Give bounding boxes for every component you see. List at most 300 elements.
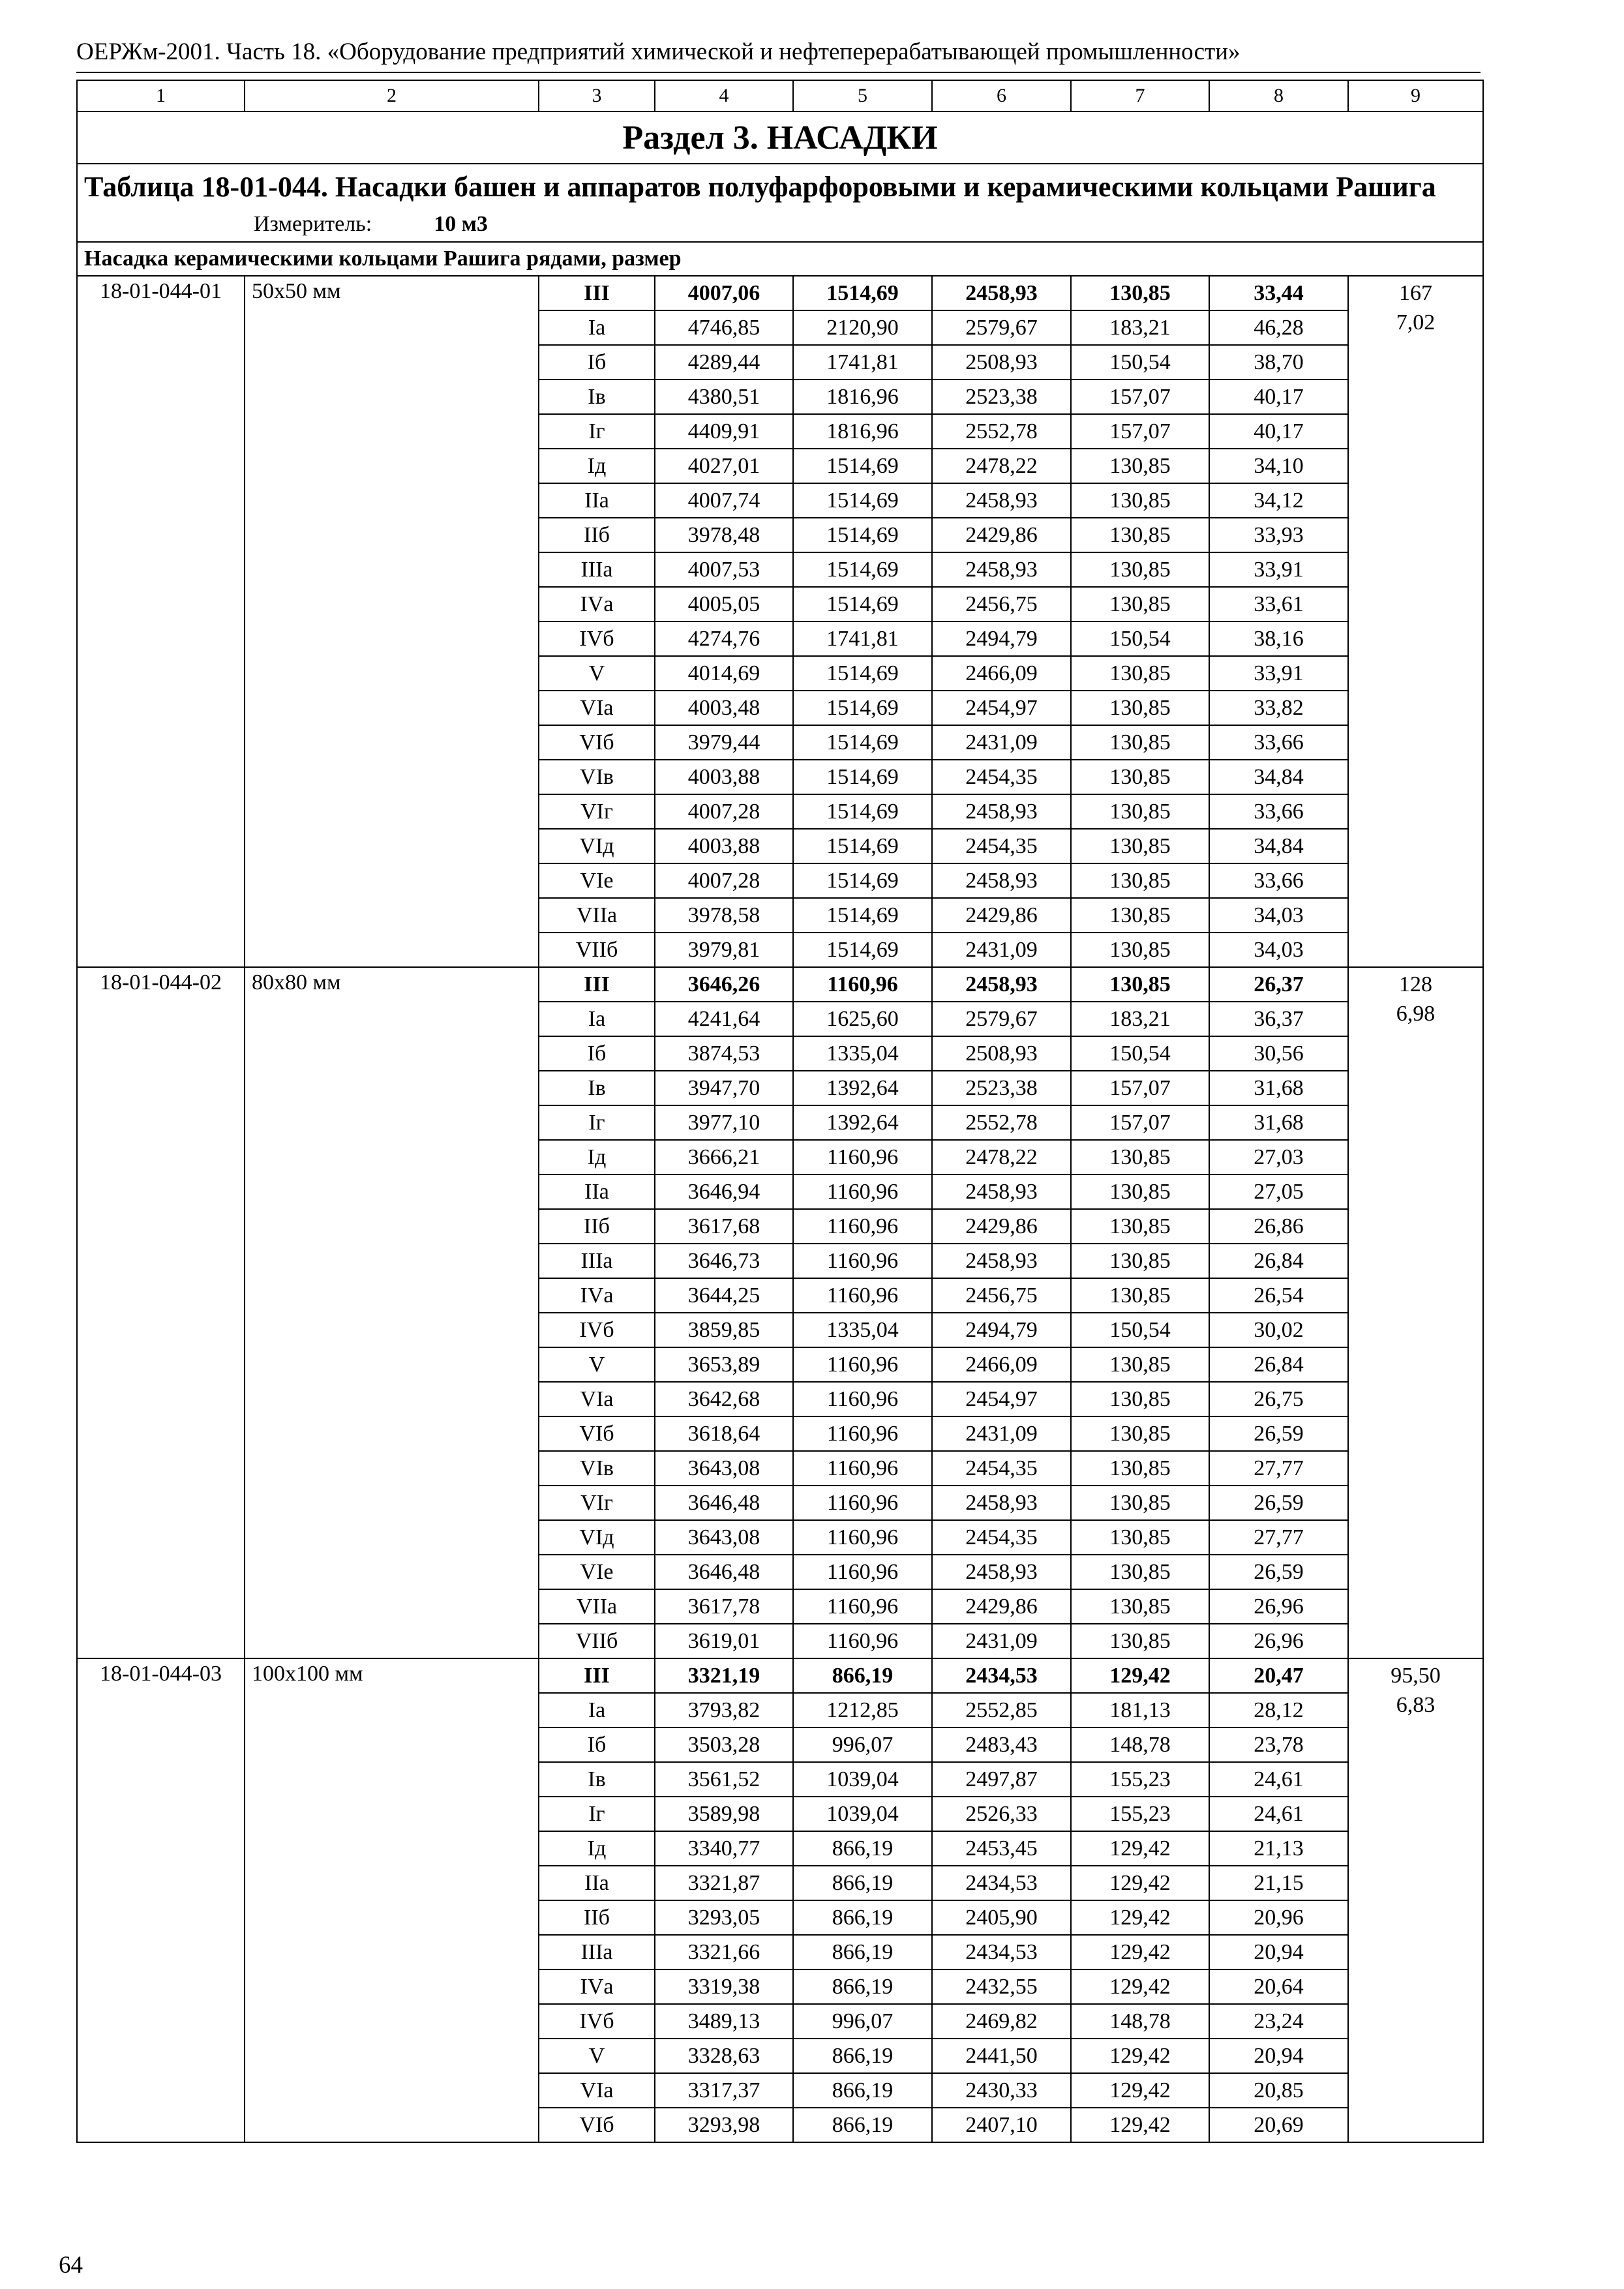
cost-value: 3979,81 <box>655 933 793 967</box>
cost-value: 3619,01 <box>655 1624 793 1658</box>
cost-value: 2454,35 <box>932 1451 1071 1486</box>
cost-value: 27,03 <box>1209 1140 1348 1174</box>
cost-value: 3561,52 <box>655 1762 793 1797</box>
cost-value: 1039,04 <box>793 1797 932 1831</box>
cost-value: 129,42 <box>1071 1831 1209 1866</box>
cost-value: 4746,85 <box>655 310 793 345</box>
table-row <box>77 967 1483 1002</box>
zone-code: VIд <box>539 829 655 863</box>
norm-code: 18-01-044-01 <box>77 276 245 967</box>
cost-value: 26,37 <box>1209 967 1348 1002</box>
zone-code: Iг <box>539 414 655 449</box>
cost-value: 2432,55 <box>932 1969 1071 2004</box>
table-subheading: Насадка керамическими кольцами Рашига рядами, размер <box>77 242 1483 276</box>
cost-value: 2429,86 <box>932 518 1071 552</box>
cost-value: 38,70 <box>1209 345 1348 380</box>
cost-value: 2429,86 <box>932 898 1071 933</box>
cost-value: 2458,93 <box>932 1244 1071 1278</box>
cost-value: 4289,44 <box>655 345 793 380</box>
cost-value: 2458,93 <box>932 552 1071 587</box>
cost-value: 2579,67 <box>932 1002 1071 1036</box>
cost-value: 1160,96 <box>793 1244 932 1278</box>
cost-value: 26,84 <box>1209 1244 1348 1278</box>
zone-code: IVа <box>539 1278 655 1313</box>
cost-value: 2120,90 <box>793 310 932 345</box>
zone-code: Iб <box>539 1036 655 1071</box>
cost-value: 866,19 <box>793 1935 932 1969</box>
cost-value: 1514,69 <box>793 276 932 310</box>
cost-value: 129,42 <box>1071 1866 1209 1900</box>
zone-code: VIд <box>539 1520 655 1555</box>
cost-value: 21,13 <box>1209 1831 1348 1866</box>
cost-value: 4007,28 <box>655 863 793 898</box>
cost-value: 4007,28 <box>655 794 793 829</box>
cost-value: 1514,69 <box>793 518 932 552</box>
cost-value: 130,85 <box>1071 829 1209 863</box>
cost-value: 1160,96 <box>793 1174 932 1209</box>
cost-value: 866,19 <box>793 2108 932 2142</box>
zone-code: VIе <box>539 863 655 898</box>
norm-name: 80х80 мм <box>245 967 539 1658</box>
zone-code: Iг <box>539 1797 655 1831</box>
cost-value: 20,85 <box>1209 2073 1348 2108</box>
cost-value: 2494,79 <box>932 1313 1071 1347</box>
document-header: ОЕРЖм-2001. Часть 18. «Оборудование предприятий химической и нефтеперерабатывающей промышленности» <box>76 38 1241 65</box>
cost-value: 3643,08 <box>655 1451 793 1486</box>
column-number: 4 <box>655 80 793 112</box>
column-number: 2 <box>245 80 539 112</box>
cost-value: 3646,48 <box>655 1555 793 1589</box>
cost-value: 4007,53 <box>655 552 793 587</box>
cost-value: 129,42 <box>1071 2039 1209 2073</box>
cost-value: 33,66 <box>1209 794 1348 829</box>
cost-value: 129,42 <box>1071 2108 1209 2142</box>
cost-value: 2552,78 <box>932 1105 1071 1140</box>
zone-code: Iа <box>539 1693 655 1728</box>
cost-value: 130,85 <box>1071 656 1209 691</box>
cost-value: 20,96 <box>1209 1900 1348 1935</box>
cost-value: 27,05 <box>1209 1174 1348 1209</box>
measure-line <box>77 209 1483 242</box>
cost-value: 3321,87 <box>655 1866 793 1900</box>
cost-value: 2456,75 <box>932 1278 1071 1313</box>
cost-value: 130,85 <box>1071 483 1209 518</box>
cost-value: 1335,04 <box>793 1036 932 1071</box>
zone-code: VIг <box>539 794 655 829</box>
cost-value: 130,85 <box>1071 1520 1209 1555</box>
cost-value: 1514,69 <box>793 691 932 725</box>
cost-value: 33,91 <box>1209 656 1348 691</box>
cost-value: 157,07 <box>1071 1105 1209 1140</box>
cost-value: 30,56 <box>1209 1036 1348 1071</box>
cost-value: 148,78 <box>1071 1728 1209 1762</box>
cost-value: 3947,70 <box>655 1071 793 1105</box>
cost-value: 183,21 <box>1071 310 1209 345</box>
extra-value: 6,83 <box>1348 1693 1483 2142</box>
cost-value: 2431,09 <box>932 1416 1071 1451</box>
zone-code: VIIа <box>539 1589 655 1624</box>
cost-value: 34,12 <box>1209 483 1348 518</box>
cost-value: 2579,67 <box>932 310 1071 345</box>
cost-value: 2454,35 <box>932 760 1071 794</box>
cost-value: 3646,73 <box>655 1244 793 1278</box>
cost-value: 3646,94 <box>655 1174 793 1209</box>
zone-code: III <box>539 276 655 310</box>
cost-value: 24,61 <box>1209 1797 1348 1831</box>
cost-value: 3317,37 <box>655 2073 793 2108</box>
cost-value: 130,85 <box>1071 863 1209 898</box>
cost-value: 155,23 <box>1071 1797 1209 1831</box>
zone-code: IIа <box>539 1174 655 1209</box>
cost-value: 2429,86 <box>932 1589 1071 1624</box>
cost-value: 2431,09 <box>932 725 1071 760</box>
extra-value: 128 <box>1348 967 1483 1002</box>
cost-value: 3340,77 <box>655 1831 793 1866</box>
column-number: 5 <box>793 80 932 112</box>
cost-value: 2458,93 <box>932 863 1071 898</box>
cost-value: 31,68 <box>1209 1105 1348 1140</box>
cost-value: 1160,96 <box>793 1555 932 1589</box>
cost-value: 3328,63 <box>655 2039 793 2073</box>
cost-value: 40,17 <box>1209 414 1348 449</box>
cost-value: 1160,96 <box>793 1209 932 1244</box>
norms-table <box>76 80 1484 2143</box>
cost-value: 130,85 <box>1071 1347 1209 1382</box>
cost-value: 2458,93 <box>932 1486 1071 1520</box>
cost-value: 1160,96 <box>793 1416 932 1451</box>
zone-code: IIа <box>539 483 655 518</box>
extra-value: 167 <box>1348 276 1483 310</box>
cost-value: 130,85 <box>1071 1486 1209 1520</box>
zone-code: Iг <box>539 1105 655 1140</box>
cost-value: 26,54 <box>1209 1278 1348 1313</box>
cost-value: 130,85 <box>1071 1244 1209 1278</box>
cost-value: 20,94 <box>1209 2039 1348 2073</box>
measure-label: Измеритель: <box>254 212 372 236</box>
cost-value: 2454,97 <box>932 1382 1071 1416</box>
cost-value: 23,24 <box>1209 2004 1348 2039</box>
cost-value: 3979,44 <box>655 725 793 760</box>
zone-code: Iв <box>539 1071 655 1105</box>
measure-value: 10 м3 <box>434 212 488 236</box>
cost-value: 2434,53 <box>932 1935 1071 1969</box>
cost-value: 2434,53 <box>932 1658 1071 1693</box>
cost-value: 3321,66 <box>655 1935 793 1969</box>
zone-code: IIIа <box>539 1244 655 1278</box>
zone-code: Iб <box>539 1728 655 1762</box>
cost-value: 4003,88 <box>655 829 793 863</box>
cost-value: 1514,69 <box>793 449 932 483</box>
cost-value: 3321,19 <box>655 1658 793 1693</box>
cost-value: 150,54 <box>1071 1313 1209 1347</box>
cost-value: 130,85 <box>1071 1555 1209 1589</box>
cost-value: 33,61 <box>1209 587 1348 621</box>
cost-value: 4005,05 <box>655 587 793 621</box>
cost-value: 1160,96 <box>793 1382 932 1416</box>
cost-value: 3293,05 <box>655 1900 793 1935</box>
cost-value: 130,85 <box>1071 1140 1209 1174</box>
zone-code: IIIа <box>539 552 655 587</box>
zone-code: VIб <box>539 2108 655 2142</box>
cost-value: 130,85 <box>1071 1382 1209 1416</box>
zone-code: IIб <box>539 1900 655 1935</box>
cost-value: 3503,28 <box>655 1728 793 1762</box>
cost-value: 1160,96 <box>793 967 932 1002</box>
cost-value: 2526,33 <box>932 1797 1071 1831</box>
cost-value: 26,96 <box>1209 1589 1348 1624</box>
table-title: Таблица 18-01-044. Насадки башен и аппаратов полуфарфоровыми и керамическими кольцами Рашига <box>77 164 1483 209</box>
cost-value: 130,85 <box>1071 1589 1209 1624</box>
cost-value: 4003,88 <box>655 760 793 794</box>
zone-code: VIIб <box>539 933 655 967</box>
cost-value: 130,85 <box>1071 794 1209 829</box>
zone-code: IIб <box>539 518 655 552</box>
zone-code: IIIа <box>539 1935 655 1969</box>
cost-value: 4409,91 <box>655 414 793 449</box>
cost-value: 1625,60 <box>793 1002 932 1036</box>
cost-value: 1514,69 <box>793 725 932 760</box>
norm-name: 50х50 мм <box>245 276 539 967</box>
cost-value: 34,84 <box>1209 760 1348 794</box>
cost-value: 150,54 <box>1071 345 1209 380</box>
cost-value: 3643,08 <box>655 1520 793 1555</box>
cost-value: 148,78 <box>1071 2004 1209 2039</box>
cost-value: 20,64 <box>1209 1969 1348 2004</box>
zone-code: Iд <box>539 449 655 483</box>
zone-code: VIIа <box>539 898 655 933</box>
zone-code: VIа <box>539 1382 655 1416</box>
cost-value: 157,07 <box>1071 380 1209 414</box>
zone-code: V <box>539 1347 655 1382</box>
cost-value: 1160,96 <box>793 1451 932 1486</box>
cost-value: 130,85 <box>1071 1209 1209 1244</box>
cost-value: 1514,69 <box>793 933 932 967</box>
cost-value: 2458,93 <box>932 276 1071 310</box>
cost-value: 1392,64 <box>793 1105 932 1140</box>
cost-value: 36,37 <box>1209 1002 1348 1036</box>
cost-value: 26,84 <box>1209 1347 1348 1382</box>
cost-value: 2497,87 <box>932 1762 1071 1797</box>
zone-code: Iб <box>539 345 655 380</box>
zone-code: VIа <box>539 691 655 725</box>
cost-value: 3978,48 <box>655 518 793 552</box>
column-number-row <box>77 80 1483 112</box>
cost-value: 33,66 <box>1209 863 1348 898</box>
cost-value: 26,86 <box>1209 1209 1348 1244</box>
cost-value: 2552,78 <box>932 414 1071 449</box>
zone-code: IVа <box>539 587 655 621</box>
column-number: 9 <box>1348 80 1483 112</box>
cost-value: 1392,64 <box>793 1071 932 1105</box>
zone-code: VIа <box>539 2073 655 2108</box>
cost-value: 866,19 <box>793 1831 932 1866</box>
cost-value: 183,21 <box>1071 1002 1209 1036</box>
cost-value: 33,44 <box>1209 276 1348 310</box>
cost-value: 2458,93 <box>932 483 1071 518</box>
cost-value: 4380,51 <box>655 380 793 414</box>
table-row <box>77 1658 1483 1693</box>
cost-value: 129,42 <box>1071 1969 1209 2004</box>
cost-value: 130,85 <box>1071 587 1209 621</box>
cost-value: 1160,96 <box>793 1589 932 1624</box>
cost-value: 130,85 <box>1071 518 1209 552</box>
cost-value: 1212,85 <box>793 1693 932 1728</box>
cost-value: 21,15 <box>1209 1866 1348 1900</box>
cost-value: 2458,93 <box>932 794 1071 829</box>
zone-code: III <box>539 1658 655 1693</box>
cost-value: 157,07 <box>1071 414 1209 449</box>
zone-code: Iа <box>539 1002 655 1036</box>
cost-value: 4003,48 <box>655 691 793 725</box>
cost-value: 2523,38 <box>932 1071 1071 1105</box>
cost-value: 2430,33 <box>932 2073 1071 2108</box>
norm-code: 18-01-044-02 <box>77 967 245 1658</box>
zone-code: Iв <box>539 1762 655 1797</box>
cost-value: 155,23 <box>1071 1762 1209 1797</box>
cost-value: 866,19 <box>793 2073 932 2108</box>
zone-code: IIб <box>539 1209 655 1244</box>
cost-value: 33,93 <box>1209 518 1348 552</box>
zone-code: V <box>539 2039 655 2073</box>
cost-value: 2458,93 <box>932 967 1071 1002</box>
cost-value: 2431,09 <box>932 1624 1071 1658</box>
cost-value: 26,75 <box>1209 1382 1348 1416</box>
cost-value: 2469,82 <box>932 2004 1071 2039</box>
cost-value: 3642,68 <box>655 1382 793 1416</box>
zone-code: VIб <box>539 725 655 760</box>
cost-value: 4274,76 <box>655 621 793 656</box>
cost-value: 3653,89 <box>655 1347 793 1382</box>
cost-value: 2523,38 <box>932 380 1071 414</box>
cost-value: 2429,86 <box>932 1209 1071 1244</box>
cost-value: 2466,09 <box>932 656 1071 691</box>
cost-value: 181,13 <box>1071 1693 1209 1728</box>
zone-code: Iд <box>539 1831 655 1866</box>
cost-value: 996,07 <box>793 2004 932 2039</box>
cost-value: 2454,35 <box>932 1520 1071 1555</box>
cost-value: 34,10 <box>1209 449 1348 483</box>
zone-code: V <box>539 656 655 691</box>
zone-code: IVа <box>539 1969 655 2004</box>
zone-code: IVб <box>539 621 655 656</box>
cost-value: 3618,64 <box>655 1416 793 1451</box>
zone-code: VIв <box>539 1451 655 1486</box>
cost-value: 2458,93 <box>932 1555 1071 1589</box>
cost-value: 130,85 <box>1071 1278 1209 1313</box>
cost-value: 1514,69 <box>793 898 932 933</box>
cost-value: 3293,98 <box>655 2108 793 2142</box>
cost-value: 27,77 <box>1209 1520 1348 1555</box>
cost-value: 33,91 <box>1209 552 1348 587</box>
cost-value: 1160,96 <box>793 1486 932 1520</box>
cost-value: 34,03 <box>1209 933 1348 967</box>
cost-value: 1816,96 <box>793 414 932 449</box>
cost-value: 26,59 <box>1209 1486 1348 1520</box>
cost-value: 3617,78 <box>655 1589 793 1624</box>
cost-value: 2483,43 <box>932 1728 1071 1762</box>
cost-value: 3617,68 <box>655 1209 793 1244</box>
table-row <box>77 276 1483 310</box>
cost-value: 129,42 <box>1071 1658 1209 1693</box>
zone-code: IIа <box>539 1866 655 1900</box>
cost-value: 130,85 <box>1071 449 1209 483</box>
cost-value: 40,17 <box>1209 380 1348 414</box>
cost-value: 130,85 <box>1071 933 1209 967</box>
cost-value: 34,03 <box>1209 898 1348 933</box>
cost-value: 1514,69 <box>793 552 932 587</box>
cost-value: 1514,69 <box>793 587 932 621</box>
cost-value: 4027,01 <box>655 449 793 483</box>
cost-value: 3874,53 <box>655 1036 793 1071</box>
column-number: 3 <box>539 80 655 112</box>
cost-value: 2508,93 <box>932 345 1071 380</box>
cost-value: 1160,96 <box>793 1140 932 1174</box>
cost-value: 2478,22 <box>932 449 1071 483</box>
cost-value: 3793,82 <box>655 1693 793 1728</box>
cost-value: 20,47 <box>1209 1658 1348 1693</box>
cost-value: 2466,09 <box>932 1347 1071 1382</box>
cost-value: 3859,85 <box>655 1313 793 1347</box>
cost-value: 3319,38 <box>655 1969 793 2004</box>
cost-value: 129,42 <box>1071 1935 1209 1969</box>
cost-value: 26,59 <box>1209 1416 1348 1451</box>
cost-value: 2494,79 <box>932 621 1071 656</box>
cost-value: 2552,85 <box>932 1693 1071 1728</box>
cost-value: 996,07 <box>793 1728 932 1762</box>
cost-value: 130,85 <box>1071 898 1209 933</box>
cost-value: 2407,10 <box>932 2108 1071 2142</box>
cost-value: 1160,96 <box>793 1624 932 1658</box>
cost-value: 3977,10 <box>655 1105 793 1140</box>
cost-value: 23,78 <box>1209 1728 1348 1762</box>
extra-value: 95,50 <box>1348 1658 1483 1693</box>
cost-value: 2508,93 <box>932 1036 1071 1071</box>
cost-value: 3978,58 <box>655 898 793 933</box>
cost-value: 130,85 <box>1071 691 1209 725</box>
cost-value: 130,85 <box>1071 725 1209 760</box>
cost-value: 4007,74 <box>655 483 793 518</box>
cost-value: 1160,96 <box>793 1347 932 1382</box>
zone-code: VIIб <box>539 1624 655 1658</box>
zone-code: IVб <box>539 2004 655 2039</box>
cost-value: 130,85 <box>1071 1174 1209 1209</box>
cost-value: 3489,13 <box>655 2004 793 2039</box>
cost-value: 2405,90 <box>932 1900 1071 1935</box>
cost-value: 157,07 <box>1071 1071 1209 1105</box>
cost-value: 46,28 <box>1209 310 1348 345</box>
cost-value: 1160,96 <box>793 1520 932 1555</box>
norm-name: 100х100 мм <box>245 1658 539 2142</box>
cost-value: 3646,48 <box>655 1486 793 1520</box>
cost-value: 2478,22 <box>932 1140 1071 1174</box>
zone-code: Iа <box>539 310 655 345</box>
cost-value: 38,16 <box>1209 621 1348 656</box>
column-number: 8 <box>1209 80 1348 112</box>
cost-value: 2454,35 <box>932 829 1071 863</box>
cost-value: 2441,50 <box>932 2039 1071 2073</box>
cost-value: 1514,69 <box>793 656 932 691</box>
page-number: 64 <box>59 2252 83 2279</box>
cost-value: 3644,25 <box>655 1278 793 1313</box>
extra-value: 6,98 <box>1348 1002 1483 1658</box>
zone-code: VIб <box>539 1416 655 1451</box>
column-number: 7 <box>1071 80 1209 112</box>
column-number: 6 <box>932 80 1071 112</box>
cost-value: 1160,96 <box>793 1278 932 1313</box>
cost-value: 20,69 <box>1209 2108 1348 2142</box>
cost-value: 150,54 <box>1071 621 1209 656</box>
cost-value: 2431,09 <box>932 933 1071 967</box>
